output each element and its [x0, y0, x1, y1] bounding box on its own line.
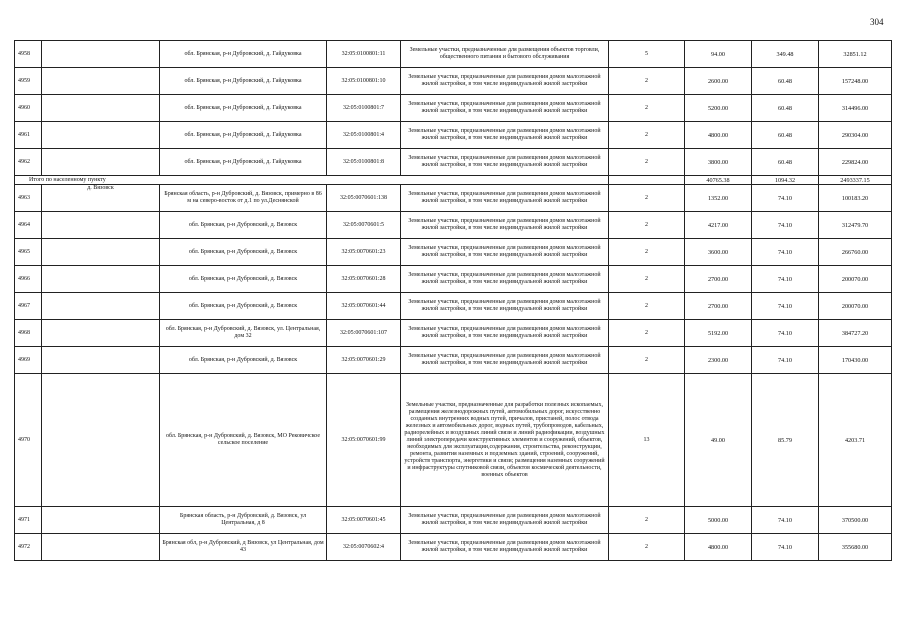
rate-value: 85.79: [752, 374, 819, 507]
cadastral-number: 32:05:0070601:44: [327, 293, 401, 320]
cadastral-value: 4203.71: [819, 374, 892, 507]
purpose-group: 2: [609, 293, 685, 320]
address-cell: Брянская область, р-н Дубровский, д. Вязовск, примерно в 86 м на северо-восток от д.1 по ул.Деснянской: [160, 185, 327, 212]
locality-name: [42, 41, 160, 68]
row-number: 4958: [15, 41, 42, 68]
cadastral-value: 314496.00: [819, 95, 892, 122]
rate-value: 74.10: [752, 347, 819, 374]
cadastral-number: 32:05:0070601:99: [327, 374, 401, 507]
land-purpose: Земельные участки, предназначенные для размещения домов малоэтажной жилой застройки, в том числе индивидуальной жилой застройки: [401, 239, 609, 266]
cadastral-registry-table: [14, 40, 892, 561]
locality-name: [42, 347, 160, 374]
cadastral-value: 32851.12: [819, 41, 892, 68]
purpose-group: 13: [609, 374, 685, 507]
area-value: 5200.00: [685, 95, 752, 122]
area-value: 4800.00: [685, 534, 752, 561]
registry-body: [15, 41, 892, 561]
locality-name: [42, 122, 160, 149]
total-label: Итого по населенному пункту: [15, 176, 609, 185]
rate-value: 60.48: [752, 122, 819, 149]
area-value: 5192.00: [685, 320, 752, 347]
land-purpose: Земельные участки, предназначенные для размещения домов малоэтажной жилой застройки, в том числе индивидуальной жилой застройки: [401, 149, 609, 176]
row-number: 4964: [15, 212, 42, 239]
table-row: [15, 95, 892, 122]
cadastral-value: 200070.00: [819, 266, 892, 293]
table-row: [15, 185, 892, 212]
table-row: [15, 41, 892, 68]
area-value: 2700.00: [685, 266, 752, 293]
cadastral-value: 170430.00: [819, 347, 892, 374]
area-value: 2700.00: [685, 293, 752, 320]
purpose-group: 2: [609, 149, 685, 176]
cadastral-number: 32:05:0100801:7: [327, 95, 401, 122]
land-purpose: Земельные участки, предназначенные для размещения домов малоэтажной жилой застройки, в том числе индивидуальной жилой застройки: [401, 212, 609, 239]
address-cell: обл. Брянская, р-н Дубровский, д. Гайдуковка: [160, 122, 327, 149]
total-rate: 1094.32: [752, 176, 819, 185]
cadastral-number: 32:05:0100801:8: [327, 149, 401, 176]
rate-value: 349.48: [752, 41, 819, 68]
rate-value: 74.10: [752, 534, 819, 561]
total-area: 40765.38: [685, 176, 752, 185]
locality-name: [42, 68, 160, 95]
cadastral-value: 229824.00: [819, 149, 892, 176]
locality-name: [42, 534, 160, 561]
row-number: 4962: [15, 149, 42, 176]
land-purpose: Земельные участки, предназначенные для разработки полезных ископаемых, размещения железнодорожных путей, автомобильных дорог, искусственно созданных внутренних водных путей, причалов, пристаней, полос отвода железных и автомобильных дорог, водных путей, трубопроводов, кабельных, радиорелейных и воздушных линий связи и линий радиофикации, воздушных линий электропередачи конструктивных элементов и сооружений, объектов, необходимых для эксплуатации,содержания, строительства, реконструкции, ремонта, развития наземных и подземных зданий, строений, сооружений, устройств транспорта, энергетики и связи; размещения наземных сооружений и инфраструктуры спутниковой связи, объектов космической деятельности, военных объектов: [401, 374, 609, 507]
locality-name: [42, 320, 160, 347]
address-cell: обл. Брянская, р-н Дубровский, д. Вязовск: [160, 347, 327, 374]
row-number: 4967: [15, 293, 42, 320]
land-purpose: Земельные участки, предназначенные для размещения домов малоэтажной жилой застройки, в том числе индивидуальной жилой застройки: [401, 534, 609, 561]
land-purpose: Земельные участки, предназначенные для размещения домов малоэтажной жилой застройки, в том числе индивидуальной жилой застройки: [401, 185, 609, 212]
cadastral-value: 312479.70: [819, 212, 892, 239]
cadastral-value: 200070.00: [819, 293, 892, 320]
table-row: [15, 239, 892, 266]
land-purpose: Земельные участки, предназначенные для размещения домов малоэтажной жилой застройки, в том числе индивидуальной жилой застройки: [401, 68, 609, 95]
table-row: [15, 212, 892, 239]
cadastral-number: 32:05:0070602:4: [327, 534, 401, 561]
cadastral-number: 32:05:0070601:45: [327, 507, 401, 534]
purpose-group: 2: [609, 347, 685, 374]
table-row: [15, 266, 892, 293]
table-row: [15, 347, 892, 374]
rate-value: 74.10: [752, 185, 819, 212]
locality-name: [42, 212, 160, 239]
cadastral-value: 100183.20: [819, 185, 892, 212]
row-number: 4966: [15, 266, 42, 293]
purpose-group: 2: [609, 212, 685, 239]
address-cell: обл. Брянская, р-н Дубровский, д. Вязовск: [160, 266, 327, 293]
table-row: [15, 68, 892, 95]
area-value: 4217.00: [685, 212, 752, 239]
rate-value: 74.10: [752, 212, 819, 239]
locality-name: [42, 507, 160, 534]
address-cell: обл. Брянская, р-н Дубровский, д. Гайдуковка: [160, 68, 327, 95]
cadastral-number: 32:05:0070601:23: [327, 239, 401, 266]
table-row: [15, 534, 892, 561]
address-cell: обл. Брянская, р-н Дубровский, д. Гайдуковка: [160, 41, 327, 68]
cadastral-number: 32:05:0070601:28: [327, 266, 401, 293]
land-purpose: Земельные участки, предназначенные для размещения домов малоэтажной жилой застройки, в том числе индивидуальной жилой застройки: [401, 347, 609, 374]
locality-name: [42, 266, 160, 293]
area-value: 4800.00: [685, 122, 752, 149]
cadastral-value: 266760.00: [819, 239, 892, 266]
cadastral-value: 355680.00: [819, 534, 892, 561]
area-value: 5000.00: [685, 507, 752, 534]
cadastral-value: 384727.20: [819, 320, 892, 347]
purpose-group: 2: [609, 185, 685, 212]
rate-value: 74.10: [752, 293, 819, 320]
land-purpose: Земельные участки, предназначенные для размещения домов малоэтажной жилой застройки, в том числе индивидуальной жилой застройки: [401, 266, 609, 293]
area-value: 1352.00: [685, 185, 752, 212]
cadastral-number: 32:05:0070601:29: [327, 347, 401, 374]
rate-value: 60.48: [752, 149, 819, 176]
locality-name: [42, 239, 160, 266]
address-cell: обл. Брянская, р-н Дубровский, д. Вязовск: [160, 212, 327, 239]
cadastral-value: 157248.00: [819, 68, 892, 95]
address-cell: обл. Брянская, р-н Дубровский, д. Вязовск: [160, 293, 327, 320]
total-value: 2493337.15: [819, 176, 892, 185]
rate-value: 74.10: [752, 239, 819, 266]
rate-value: 60.48: [752, 95, 819, 122]
area-value: 3800.00: [685, 149, 752, 176]
cadastral-number: 32:05:0100801:11: [327, 41, 401, 68]
row-number: 4965: [15, 239, 42, 266]
row-number: 4961: [15, 122, 42, 149]
address-cell: обл. Брянская, р-н Дубровский, д. Вязовск: [160, 239, 327, 266]
cadastral-number: 32:05:0070601:107: [327, 320, 401, 347]
address-cell: обл. Брянская, р-н Дубровский, д. Вязовск, МО Рековичское сельское поселение: [160, 374, 327, 507]
area-value: 49.00: [685, 374, 752, 507]
purpose-group: 2: [609, 534, 685, 561]
locality-name: [42, 374, 160, 507]
purpose-group: 2: [609, 95, 685, 122]
rate-value: 74.10: [752, 320, 819, 347]
locality-name: [42, 293, 160, 320]
locality-name: [42, 95, 160, 122]
area-value: 94.00: [685, 41, 752, 68]
area-value: 2600.00: [685, 68, 752, 95]
area-value: 2300.00: [685, 347, 752, 374]
purpose-group: 5: [609, 41, 685, 68]
purpose-group: 2: [609, 239, 685, 266]
row-number: 4968: [15, 320, 42, 347]
row-number: 4969: [15, 347, 42, 374]
purpose-group: 2: [609, 68, 685, 95]
address-cell: Брянская обл, р-н Дубровский, д Вязовск, ул Центральная, дом 43: [160, 534, 327, 561]
address-cell: обл. Брянская, р-н Дубровский, д. Гайдуковка: [160, 149, 327, 176]
cadastral-number: 32:05:0100801:10: [327, 68, 401, 95]
table-row: [15, 149, 892, 176]
address-cell: обл. Брянская, р-н Дубровский, д. Вязовск, ул. Центральная, дом 32: [160, 320, 327, 347]
land-purpose: Земельные участки, предназначенные для размещения объектов торговли, общественного питания и бытового обслуживания: [401, 41, 609, 68]
land-purpose: Земельные участки, предназначенные для размещения домов малоэтажной жилой застройки, в том числе индивидуальной жилой застройки: [401, 320, 609, 347]
row-number: 4960: [15, 95, 42, 122]
land-purpose: Земельные участки, предназначенные для размещения домов малоэтажной жилой застройки, в том числе индивидуальной жилой застройки: [401, 122, 609, 149]
row-number: 4971: [15, 507, 42, 534]
table-row: [15, 374, 892, 507]
land-purpose: Земельные участки, предназначенные для размещения домов малоэтажной жилой застройки, в том числе индивидуальной жилой застройки: [401, 293, 609, 320]
land-purpose: Земельные участки, предназначенные для размещения домов малоэтажной жилой застройки, в том числе индивидуальной жилой застройки: [401, 95, 609, 122]
cadastral-number: 32:05:0070601:138: [327, 185, 401, 212]
purpose-group: 2: [609, 266, 685, 293]
address-cell: Брянская область, р-н Дубровский, д. Вязовск, ул Центральная, д 8: [160, 507, 327, 534]
cadastral-number: 32:05:0070601:5: [327, 212, 401, 239]
purpose-group: 2: [609, 122, 685, 149]
row-number: 4972: [15, 534, 42, 561]
land-purpose: Земельные участки, предназначенные для размещения домов малоэтажной жилой застройки, в том числе индивидуальной жилой застройки: [401, 507, 609, 534]
total-group-cell: [609, 176, 685, 185]
cadastral-number: 32:05:0100801:4: [327, 122, 401, 149]
locality-name: д. Вязовск: [42, 185, 160, 212]
table-row: [15, 293, 892, 320]
rate-value: 74.10: [752, 266, 819, 293]
row-number: 4959: [15, 68, 42, 95]
cadastral-value: 370500.00: [819, 507, 892, 534]
address-cell: обл. Брянская, р-н Дубровский, д. Гайдуковка: [160, 95, 327, 122]
page-number: 304: [870, 17, 884, 27]
purpose-group: 2: [609, 507, 685, 534]
cadastral-value: 290304.00: [819, 122, 892, 149]
row-number: 4963: [15, 185, 42, 212]
rate-value: 74.10: [752, 507, 819, 534]
locality-total-row: [15, 176, 892, 185]
table-row: [15, 122, 892, 149]
area-value: 3600.00: [685, 239, 752, 266]
locality-name: [42, 149, 160, 176]
row-number: 4970: [15, 374, 42, 507]
purpose-group: 2: [609, 320, 685, 347]
table-row: [15, 507, 892, 534]
table-row: [15, 320, 892, 347]
rate-value: 60.48: [752, 68, 819, 95]
